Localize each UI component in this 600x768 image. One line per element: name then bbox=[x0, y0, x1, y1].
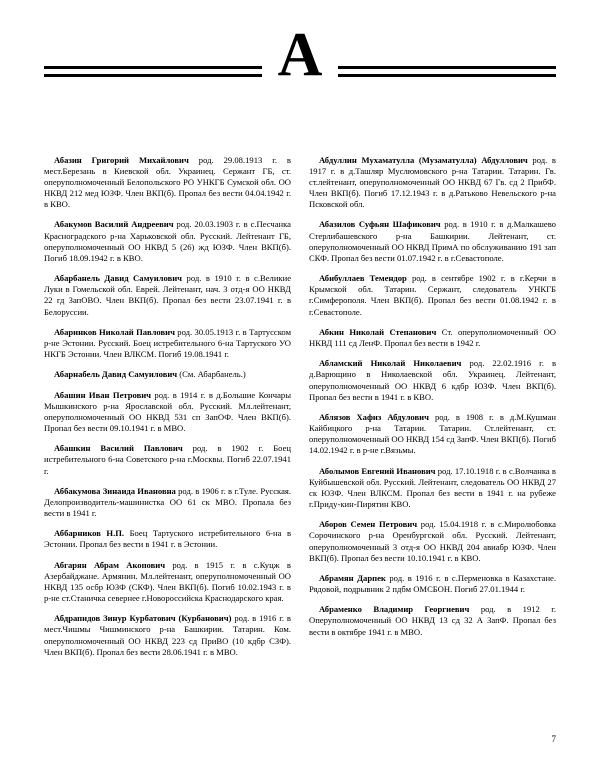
entry-name: Абламский Николай Николаевич bbox=[319, 358, 462, 369]
entry-text: род. 15.04.1918 г. в с.Миролюбовка Сорочинского р-на Оренбургской обл. Русский. Лейтенант, оперуполномоченный 3 отд-я ОО НКВД 204 авиабр ЮЗФ. Член ВКП(б). Пропал без вести 10.10.1941 г. в КВО. bbox=[309, 519, 556, 563]
dictionary-entry bbox=[309, 327, 556, 349]
entry-text: род. в 1914 г. в д.Большие Кончары Мышкинского р-на Ярославской обл. Русский. Мл.лейтенант, оперуполномоченный ОО НКВД 531 сп ЗапОФ. Член ВКП(б). Пропал без вести 09.10.1941 г. в МВО. bbox=[44, 389, 291, 434]
entry-text: род. 29.08.1913 г. в мест.Березань в Киевской обл. Украинец. Сержант ГБ, ст. оперуполномоченный Белопольского РО УНКГБ Сумской обл. ОО НКВД 212 мед ЮЗФ. Член ВКП(б). Пропал без вести 04.04.1942 г. в КВО. bbox=[44, 154, 291, 210]
entry-text: Ст. оперуполномоченный ОО НКВД 111 сд ЛенФ. Пропал без вести в 1942 г. bbox=[309, 326, 556, 348]
entry-name: Абашкин Василий Павлович bbox=[54, 443, 183, 454]
entry-name: Аборов Семен Петрович bbox=[319, 519, 418, 530]
dictionary-entry bbox=[44, 155, 291, 211]
dictionary-entry bbox=[309, 273, 556, 318]
column-left bbox=[44, 146, 291, 667]
dictionary-entry bbox=[309, 604, 556, 638]
entry-name: Абазилов Суфьян Шафикович bbox=[319, 219, 441, 230]
entry-name: Абкин Николай Степанович bbox=[319, 326, 437, 337]
dictionary-entry bbox=[44, 613, 291, 658]
page-number: 7 bbox=[551, 734, 556, 744]
entry-name: Аббарников Н.П. bbox=[54, 528, 125, 539]
dictionary-entry bbox=[44, 327, 291, 361]
dictionary-entry bbox=[309, 466, 556, 511]
dictionary-entry bbox=[309, 519, 556, 564]
entry-text: род. 17.10.1918 г. в с.Волчанка в Куйбышевской обл. Русский. Лейтенант, следователь ОО НКВД 27 ск ЮЗФ. Член ВЛКСМ. Пропал без вести в 1941 г. на рубеже г.Приду-кин-Пирятин КВО. bbox=[309, 465, 556, 510]
entry-name: Аблязов Хафиз Абдулович bbox=[319, 411, 429, 422]
entry-name: Абраменко Владимир Георгиевич bbox=[319, 604, 470, 615]
entry-text: род. в 1902 г. Боец истребительного 6-на Советского р-на г.Москвы. Погиб 22.07.1941 г. bbox=[44, 443, 291, 476]
dictionary-entry bbox=[44, 369, 291, 380]
dictionary-entry bbox=[44, 560, 291, 605]
entry-text: род. в 1916 г. в с.Перменовка в Казахстане. Рядовой, подрывник 2 пдбм ОМСБОН. Погиб 27.01.1944 г. bbox=[309, 572, 557, 595]
entry-name: Аболымов Евгений Иванович bbox=[319, 465, 436, 476]
entry-text: род. 20.03.1903 г. в с.Песчанка Красноградского р-на Харьковской обл. Русский. Лейтенант ГБ, оперуполномоченный ОО НКВД 5 (26) жд ЮЗФ. Член ВКП(б). Погиб 18.09.1942 г. в КВО. bbox=[44, 219, 291, 263]
entry-name: Абгарян Абрам Акопович bbox=[54, 559, 166, 570]
entry-text: род. в сентябре 1902 г. в г.Керчи в Крымской обл. Татарин. Сержант, следователь УНКГБ г.Симферополя. Член ВКП(б). Пропал без вести 01.08.1942 г. в г.Севастополе. bbox=[309, 273, 556, 317]
entry-name: Абдуллин Мухаматулла (Музаматулла) Абдуллович bbox=[319, 154, 528, 165]
entry-name: Абарнабель Давид Самуилович bbox=[54, 369, 178, 380]
entry-name: Абрамян Дарпек bbox=[319, 572, 386, 583]
entry-name: Абашин Иван Петрович bbox=[54, 389, 152, 400]
entry-name: Абаринков Николай Павлович bbox=[54, 326, 175, 337]
dictionary-entry bbox=[44, 273, 291, 318]
column-right bbox=[309, 146, 556, 667]
entry-name: Абазин Григорий Михайлович bbox=[54, 154, 189, 165]
entry-text: Боец Тартуского истребительного 6-на в Эстонии. Пропал без вести в 1941 г. в Эстонии. bbox=[44, 528, 291, 550]
entry-text: род. 22.02.1916 г. в д.Варющино в Николаевской обл. Украинец. Лейтенант, оперуполномоченный ОО НКВД 6 кдбр ЮЗФ. Член ВКП(б). Пропал без вести в 1941 г. в КВО. bbox=[309, 358, 556, 402]
entry-name: Абарбанель Давид Самуилович bbox=[54, 273, 183, 284]
dictionary-entry bbox=[309, 412, 556, 457]
dictionary-entry bbox=[309, 358, 556, 403]
entry-text: род. в 1915 г. в с.Куцж в Азербайджане. Армянин. Мл.лейтенант, оперуполномоченный ОО НКВД 135 осбр ЮЗФ (СКФ). Член ВКП(б). Погиб 10.02.1943 г. в р-не ст.Станичка севернее г.Новороссийска Краснодарского края. bbox=[44, 559, 291, 604]
dictionary-entry bbox=[309, 219, 556, 264]
entry-text: род. в 1910 г. в д.Малкашево Стерлибашевского р-на Башкирии. Лейтенант, ст. оперуполномоченный ОО НКВД ПримА по обслуживанию 191 зап СКФ. Пропал без вести 01.07.1942 г. в г.Севастополе. bbox=[309, 219, 556, 263]
dictionary-entry bbox=[44, 390, 291, 435]
entry-text: род. в 1916 г. в мест.Чишмы Чишминского р-на Башкирии. Татарин. Ком. оперуполномоченный ОО НКВД 223 сд ПриВО (10 кдбр СЗФ). Член ВКП(б). Пропал без вести 28.06.1941 г. в МВО. bbox=[44, 613, 291, 657]
text-columns bbox=[44, 146, 556, 667]
entry-text: род. в 1917 г. в д.Ташляр Муслюмовского р-на Татарии. Татарин. Гв. ст.лейтенант, оперуполномоченный ОО НКВД 67 Гв. сд 2 ПрибФ. Член ВКП(б). Погиб 17.12.1943 г. в д.Ратьково Невельского р-на Псковской обл. bbox=[309, 154, 556, 210]
entry-text: род. 30.05.1913 г. в Тартусском р-не Эстонии. Русский. Боец истребительного 6-на Тартуского УО НКГБ Эстонии. Член ВЛКСМ. Погиб 19.08.1941 г. bbox=[44, 326, 292, 360]
entry-text: (См. Абарбанель.) bbox=[177, 369, 246, 380]
dictionary-entry bbox=[44, 528, 291, 550]
entry-text: род. в 1912 г. Оперуполномоченный ОО НКВД 13 сд 32 А ЗапФ. Пропал без вести в октябре 1941 г. в МВО. bbox=[309, 604, 556, 637]
section-letter: А bbox=[277, 21, 323, 89]
page-header bbox=[44, 21, 556, 120]
entry-text: род. в 1910 г. в с.Великие Луки в Гомельской обл. Еврей. Лейтенант, нач. 3 отд-я ОО НКВД 22 гд ЗапОВО. Член ВКП(б). Пропал без вести 23.07.1941 г. в Белоруссии. bbox=[44, 273, 292, 317]
entry-text: род. в 1908 г. в д.М.Кушман Кайбицкого р-на Татарии. Татарин. Ст.лейтенант, ст. оперуполномоченный ОО НКВД 154 сд ЗапФ. Член ВКП(б). Погиб 14.02.1942 г. в р-не г.Вязьмы. bbox=[309, 411, 556, 456]
entry-name: Абдрапидов Зинур Курбатович (Курбанович) bbox=[54, 613, 232, 624]
entry-name: Абибуллаев Темендор bbox=[319, 273, 407, 284]
dictionary-entry bbox=[309, 573, 556, 595]
dictionary-entry bbox=[309, 155, 556, 211]
entry-name: Аббакумова Зинаида Ивановна bbox=[54, 485, 176, 496]
entry-text: род. в 1906 г. в г.Туле. Русская. Делопроизводитель-машинистка ОО 61 ск МВО. Пропала без вести в 1941 г. bbox=[44, 485, 291, 519]
dictionary-entry bbox=[44, 486, 291, 520]
dictionary-entry bbox=[44, 219, 291, 264]
entry-name: Абакумов Василий Андреевич bbox=[54, 219, 174, 230]
dictionary-entry bbox=[44, 443, 291, 477]
